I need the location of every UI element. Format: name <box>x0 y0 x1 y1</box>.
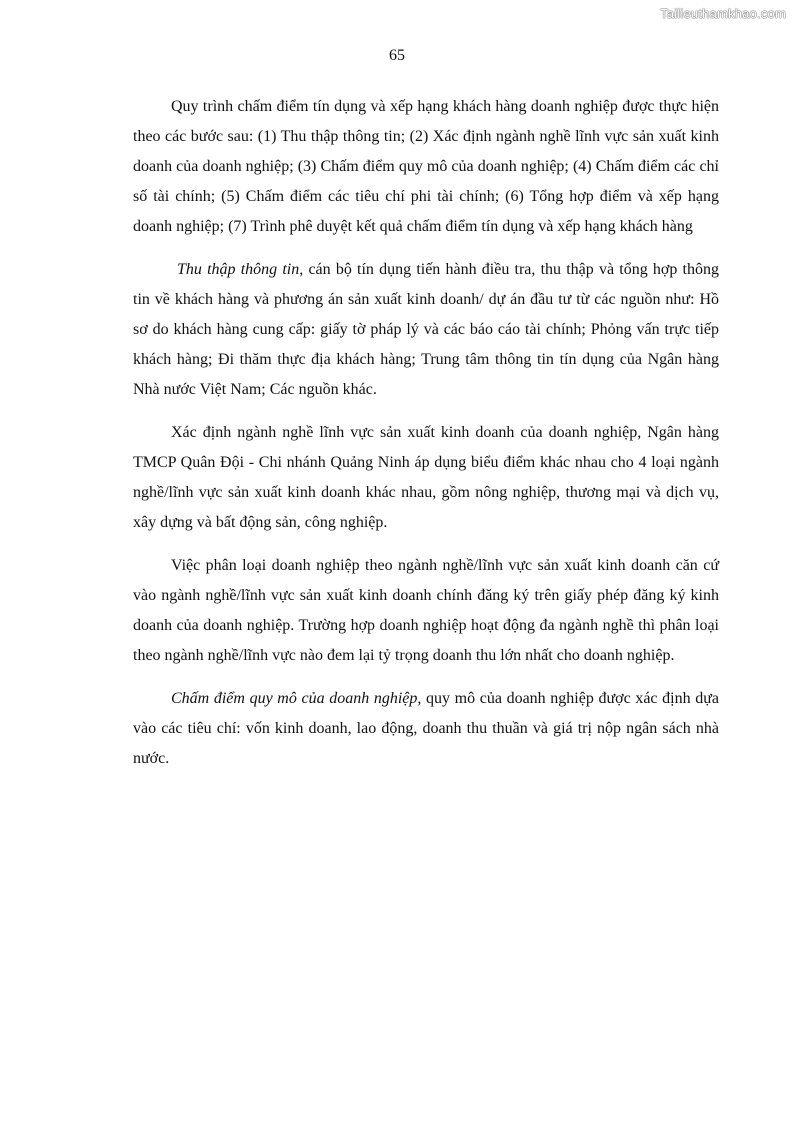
paragraph-lead: Thu thập thông tin, <box>177 261 304 278</box>
paragraph-text: cán bộ tín dụng tiến hành điều tra, thu thập và tổng hợp thông tin về khách hàng và phương án sản xuất kinh doanh/ dự án đầu tư từ các nguồn như: Hồ sơ do khách hàng cung cấp: giấy tờ pháp lý và các báo cáo tài chính; Phỏng vấn trực tiếp khách hàng; Đi thăm thực địa khách hàng; Trung tâm thông tin tín dụng của Ngân hàng Nhà nước Việt Nam; Các nguồn khác. <box>133 261 719 398</box>
paragraph-text: Xác định ngành nghề lĩnh vực sản xuất kinh doanh của doanh nghiệp, Ngân hàng TMCP Quân Đội - Chi nhánh Quảng Ninh áp dụng biểu điểm khác nhau cho 4 loại ngành nghề/lĩnh vực sản xuất kinh doanh khác nhau, gồm nông nghiệp, thương mại và dịch vụ, xây dựng và bất động sản, công nghiệp. <box>133 424 719 531</box>
paragraph-lead: Chấm điểm quy mô của doanh nghiệp, <box>171 690 422 707</box>
paragraph-text: quy mô của doanh nghiệp được xác định dựa vào các tiêu chí: vốn kinh doanh, lao động, doanh thu thuần và giá trị nộp ngân sách nhà nước. <box>133 690 720 767</box>
paragraph-process-steps <box>133 92 719 242</box>
paragraph-collect-information <box>133 255 719 405</box>
paragraph-industry-classification <box>133 418 719 538</box>
paragraph-text: Việc phân loại doanh nghiệp theo ngành nghề/lĩnh vực sản xuất kinh doanh căn cứ vào ngành nghề/lĩnh vực sản xuất kinh doanh chính đăng ký trên giấy phép đăng ký kinh doanh của doanh nghiệp. Trường hợp doanh nghiệp hoạt động đa ngành nghề thì phân loại theo ngành nghề/lĩnh vực nào đem lại tỷ trọng doanh thu lớn nhất cho doanh nghiệp. <box>133 557 719 664</box>
paragraph-classification-basis <box>133 551 719 671</box>
paragraph-text: Quy trình chấm điểm tín dụng và xếp hạng khách hàng doanh nghiệp được thực hiện theo các bước sau: (1) Thu thập thông tin; (2) Xác định ngành nghề lĩnh vực sản xuất kinh doanh của doanh nghiệp; (3) Chấm điểm quy mô của doanh nghiệp; (4) Chấm điểm các chỉ số tài chính; (5) Chấm điểm các tiêu chí phi tài chính; (6) Tổng hợp điểm và xếp hạng doanh nghiệp; (7) Trình phê duyệt kết quả chấm điểm tín dụng và xếp hạng khách hàng <box>133 98 719 235</box>
watermark-text: Tailieuthamkhao.com <box>660 6 786 21</box>
page-number: 65 <box>389 47 405 64</box>
document-body <box>133 92 719 787</box>
paragraph-scale-scoring <box>133 684 719 774</box>
